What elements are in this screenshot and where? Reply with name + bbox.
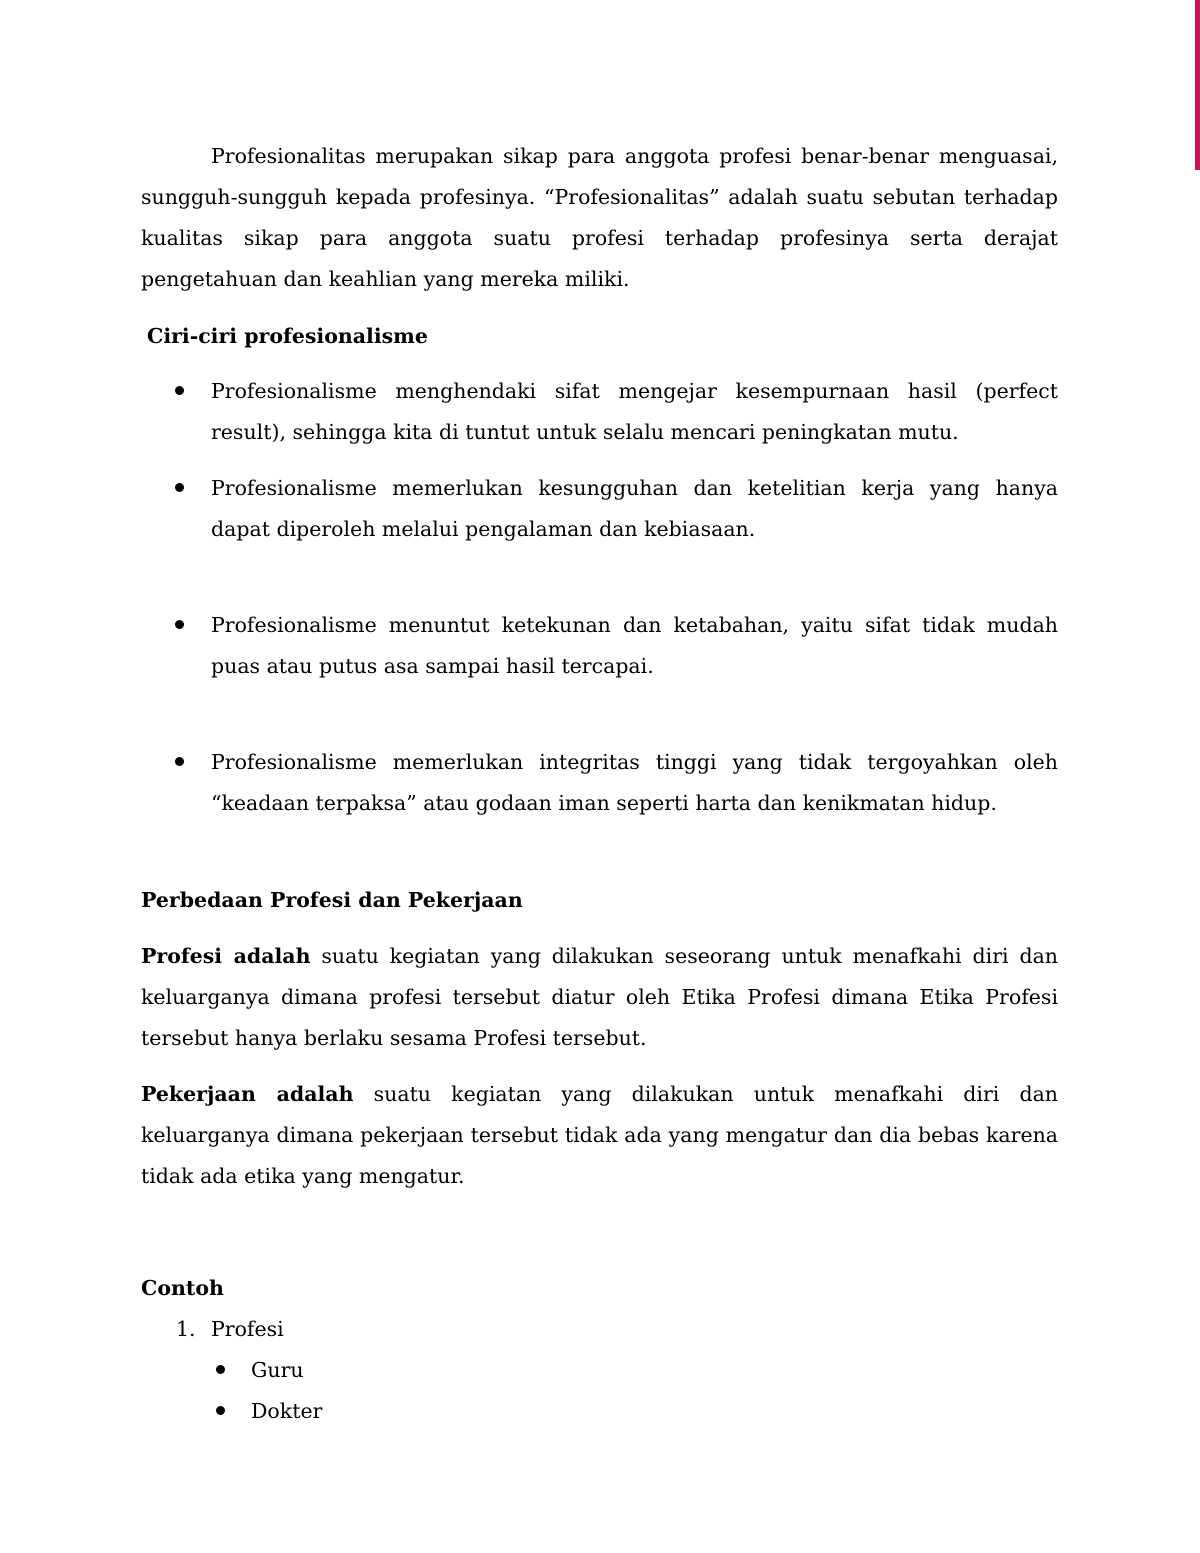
bullet-icon bbox=[175, 386, 184, 395]
heading-contoh: Contoh bbox=[141, 1276, 224, 1300]
profesi-term: Profesi adalah bbox=[141, 944, 311, 968]
heading-perbedaan: Perbedaan Profesi dan Pekerjaan bbox=[141, 888, 523, 912]
list-item-text: Profesionalisme menuntut ketekunan dan ketabahan, yaitu sifat tidak mudah puas atau putus asa sampai hasil tercapai. bbox=[211, 613, 1058, 678]
bullet-icon bbox=[175, 483, 184, 492]
item-label: Profesi bbox=[211, 1317, 284, 1341]
profesi-paragraph bbox=[141, 936, 1058, 1059]
list-item-text: Profesionalisme memerlukan integritas tinggi yang tidak tergoyahkan oleh “keadaan terpaksa” atau godaan iman seperti harta dan kenikmatan hidup. bbox=[211, 750, 1058, 815]
list-item bbox=[141, 742, 1058, 824]
list-item bbox=[141, 605, 1058, 687]
ciri-bullet-list bbox=[141, 371, 1058, 824]
profesi-examples-list bbox=[141, 1350, 1058, 1432]
list-item bbox=[141, 371, 1058, 453]
document-page bbox=[141, 136, 1058, 1432]
profesi-definition: suatu kegiatan yang dilakukan seseorang untuk menafkahi diri dan keluarganya dimana profesi tersebut diatur oleh Etika Profesi dimana Etika Profesi tersebut hanya berlaku sesama Profesi tersebut. bbox=[141, 944, 1058, 1050]
list-item bbox=[141, 1391, 1058, 1432]
intro-paragraph: Profesionalitas merupakan sikap para anggota profesi benar-benar menguasai, sungguh-sungguh kepada profesinya. “Profesionalitas” adalah suatu sebutan terhadap kualitas sikap para anggota suatu profesi terhadap profesinya serta derajat pengetahuan dan keahlian yang mereka miliki. bbox=[141, 144, 1058, 291]
list-item-text: Profesionalisme menghendaki sifat mengejar kesempurnaan hasil (perfect result), sehingga kita di tuntut untuk selalu mencari peningkatan mutu. bbox=[211, 379, 1058, 444]
list-item-text: Guru bbox=[251, 1358, 304, 1382]
item-number: 1. bbox=[176, 1317, 196, 1341]
heading-ciri-ciri: Ciri-ciri profesionalisme bbox=[147, 324, 428, 348]
bullet-icon bbox=[216, 1365, 225, 1374]
bullet-icon bbox=[175, 620, 184, 629]
pekerjaan-term: Pekerjaan adalah bbox=[141, 1082, 354, 1106]
pekerjaan-paragraph bbox=[141, 1074, 1058, 1197]
page-edge-accent bbox=[1195, 0, 1200, 170]
list-item bbox=[141, 468, 1058, 550]
list-item-text: Dokter bbox=[251, 1399, 323, 1423]
list-item bbox=[141, 1350, 1058, 1391]
pekerjaan-definition: suatu kegiatan yang dilakukan untuk menafkahi diri dan keluarganya dimana pekerjaan tersebut tidak ada yang mengatur dan dia bebas karena tidak ada etika yang mengatur. bbox=[141, 1082, 1059, 1188]
list-item-text: Profesionalisme memerlukan kesungguhan dan ketelitian kerja yang hanya dapat diperoleh melalui pengalaman dan kebiasaan. bbox=[211, 476, 1058, 541]
numbered-item-profesi bbox=[141, 1309, 1058, 1350]
bullet-icon bbox=[175, 757, 184, 766]
bullet-icon bbox=[216, 1406, 225, 1415]
